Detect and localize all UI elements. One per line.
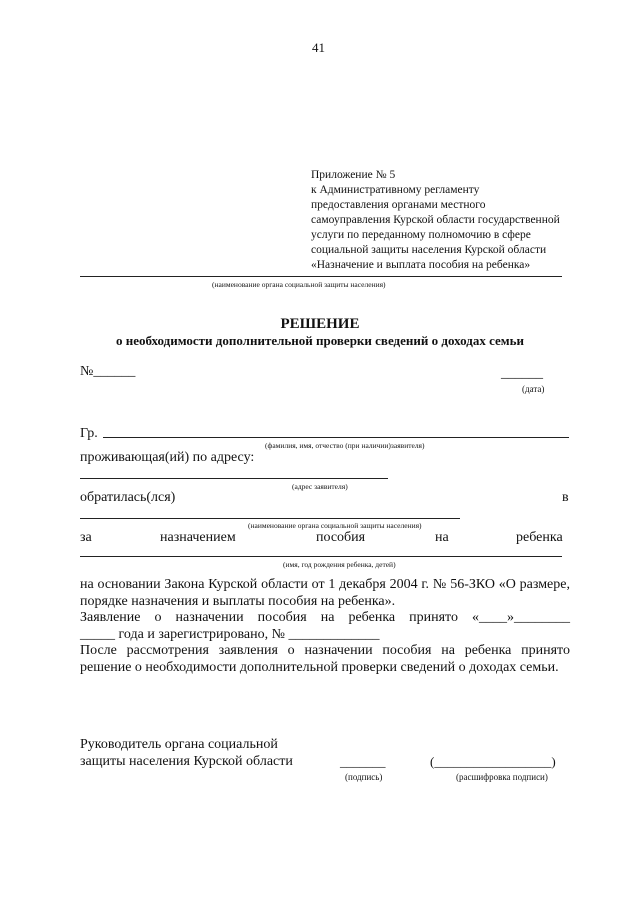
signature-role-line-1: Руководитель органа социальной bbox=[80, 737, 278, 752]
conclusion-paragraph: После рассмотрения заявления о назначении пособия на ребенка принято решение о необходимости дополнительной проверки сведений о доходах семьи. bbox=[80, 643, 570, 675]
residing-label: проживающая(ий) по адресу: bbox=[80, 450, 255, 465]
date-caption: (дата) bbox=[522, 384, 545, 394]
decode-caption: (расшифровка подписи) bbox=[456, 772, 548, 782]
appendix-line: Приложение № 5 bbox=[311, 169, 396, 181]
authority-blank-line bbox=[80, 276, 562, 277]
purpose-word-na: на bbox=[435, 530, 449, 545]
appendix-line: предоставления органами местного bbox=[311, 199, 486, 211]
sign-caption: (подпись) bbox=[345, 772, 383, 782]
appendix-header bbox=[311, 168, 591, 273]
citizen-blank-line bbox=[103, 437, 569, 438]
purpose-word-za: за bbox=[80, 530, 92, 545]
decision-subtitle: о необходимости дополнительной проверки сведений о доходах семьи bbox=[116, 333, 524, 348]
child-blank-line bbox=[80, 556, 562, 557]
child-caption: (имя, год рождения ребенка, детей) bbox=[283, 560, 396, 569]
citizen-caption: (фамилия, имя, отчество (при наличии)заявителя) bbox=[265, 441, 425, 450]
appendix-line: услуги по переданному полномочию в сфере bbox=[311, 229, 531, 241]
appendix-line: к Административному регламенту bbox=[311, 184, 480, 196]
authority-caption: (наименование органа социальной защиты населения) bbox=[212, 280, 386, 289]
address-blank-line bbox=[80, 478, 388, 479]
application-line-1: Заявление о назначении пособия на ребенка принято «____»________ bbox=[80, 610, 570, 625]
authority-blank-line-2 bbox=[80, 518, 460, 519]
purpose-word-nazn: назначением bbox=[160, 530, 236, 545]
appendix-line: социальной защиты населения Курской области bbox=[311, 244, 547, 256]
authority-caption-2: (наименование органа социальной защиты населения) bbox=[248, 521, 422, 530]
purpose-word-posobiya: пособия bbox=[316, 530, 366, 545]
applied-in: в bbox=[562, 490, 569, 505]
page-number: 41 bbox=[312, 40, 325, 55]
decision-number: №______ bbox=[80, 364, 136, 379]
date-blank: ______ bbox=[501, 366, 543, 381]
law-paragraph: на основании Закона Курской области от 1 декабря 2004 г. № 56-ЗКО «О размере, порядке назначения и выплаты пособия на ребенка». bbox=[80, 577, 570, 609]
citizen-label: Гр. bbox=[80, 426, 98, 441]
decision-title: РЕШЕНИЕ bbox=[280, 316, 360, 332]
address-caption: (адрес заявителя) bbox=[292, 482, 348, 491]
sign-blank: _______ bbox=[340, 754, 386, 769]
signature-role-line-2: защиты населения Курской области bbox=[80, 754, 293, 769]
application-line-2: _____ года и зарегистрировано, № _____________ bbox=[80, 627, 380, 642]
appendix-line: самоуправления Курской области государственной bbox=[311, 214, 560, 226]
purpose-word-rebenka: ребенка bbox=[516, 530, 563, 545]
appendix-line: «Назначение и выплата пособия на ребенка» bbox=[311, 259, 531, 271]
decode-blank: (__________________) bbox=[430, 754, 556, 769]
applied-label: обратилась(лся) bbox=[80, 490, 176, 505]
